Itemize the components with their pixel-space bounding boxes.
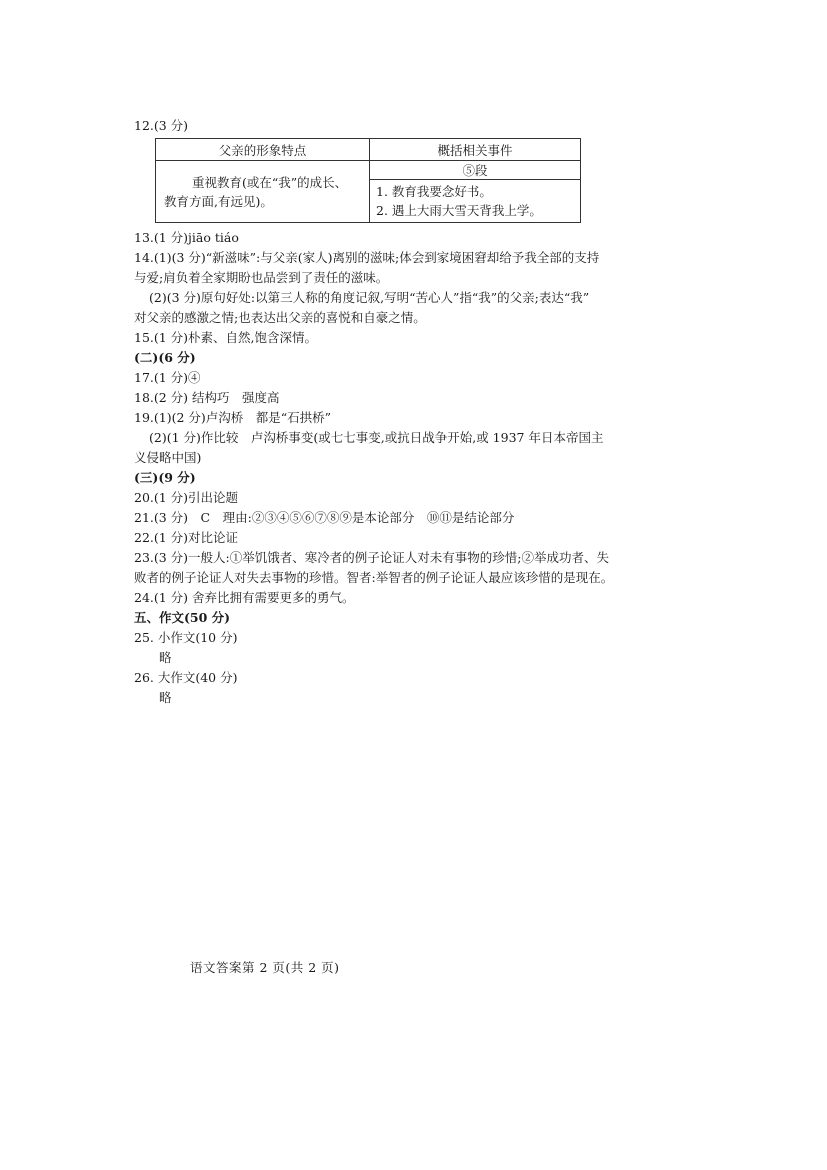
trait-line: 重视教育(或在“我”的成长、 bbox=[192, 174, 348, 190]
trait-cell bbox=[156, 161, 370, 223]
q15-answer: 15.(1 分)朴素、自然,饱含深情。 bbox=[134, 330, 318, 345]
q14-1-continued: 与爱;肩负着全家期盼也品尝到了责任的滋味。 bbox=[134, 270, 389, 285]
q23-answer: 23.(3 分)一般人:①举饥饿者、寒冷者的例子论证人对未有事物的珍惜;②举成功者、失 bbox=[134, 550, 609, 565]
event-item: 1. 教育我要念好书。 bbox=[376, 184, 492, 199]
q19-2-continued: 义侵略中国) bbox=[134, 450, 202, 465]
q14-2-continued: 对父亲的感激之情;也表达出父亲的喜悦和自豪之情。 bbox=[134, 310, 426, 325]
q24-answer: 24.(1 分) 舍弃比拥有需要更多的勇气。 bbox=[134, 590, 355, 605]
q22-answer: 22.(1 分)对比论证 bbox=[134, 530, 239, 545]
segment-cell: ⑤段 bbox=[370, 161, 581, 180]
trait-line: 教育方面,有远见)。 bbox=[164, 193, 273, 209]
q25-label: 25. 小作文(10 分) bbox=[134, 630, 238, 645]
q26-answer: 略 bbox=[159, 690, 172, 705]
table-header-traits: 父亲的形象特点 bbox=[156, 139, 370, 161]
q14-2-answer: (2)(3 分)原句好处:以第三人称的角度记叙,写明“苦心人”指“我”的父亲;表达“我” bbox=[149, 290, 590, 305]
q13-answer: 13.(1 分)jiāo tiáo bbox=[134, 230, 239, 245]
q19-1-answer: 19.(1)(2 分)卢沟桥 都是“石拱桥” bbox=[134, 410, 332, 425]
q25-answer: 略 bbox=[159, 650, 172, 665]
q17-answer: 17.(1 分)④ bbox=[134, 370, 201, 385]
q21-answer: 21.(3 分) C 理由:②③④⑤⑥⑦⑧⑨是本论部分 ⑩⑪是结论部分 bbox=[134, 510, 515, 525]
q20-answer: 20.(1 分)引出论题 bbox=[134, 490, 239, 505]
page-footer: 语文答案第 2 页(共 2 页) bbox=[190, 960, 340, 975]
event-item: 2. 遇上大雨大雪天背我上学。 bbox=[376, 203, 542, 218]
q14-1-answer: 14.(1)(3 分)“新滋味”:与父亲(家人)离别的滋味;体会到家境困窘却给予我全部的支持 bbox=[134, 250, 600, 265]
q23-continued: 败者的例子论证人对失去事物的珍惜。智者:举智者的例子论证人最应该珍惜的是现在。 bbox=[134, 570, 614, 585]
q12-label: 12.(3 分) bbox=[134, 118, 189, 133]
q12-answer-table bbox=[155, 138, 581, 223]
q26-label: 26. 大作文(40 分) bbox=[134, 670, 238, 685]
q19-2-answer: (2)(1 分)作比较 卢沟桥事变(或七七事变,或抗日战争开始,或 1937 年日本帝国主 bbox=[149, 430, 604, 445]
section-3-heading: (三)(9 分) bbox=[134, 470, 196, 485]
q18-answer: 18.(2 分) 结构巧 强度高 bbox=[134, 390, 280, 405]
section-2-heading: (二)(6 分) bbox=[134, 350, 196, 365]
table-header-events: 概括相关事件 bbox=[370, 139, 581, 161]
events-cell bbox=[370, 180, 581, 223]
section-5-heading: 五、作文(50 分) bbox=[134, 610, 231, 625]
